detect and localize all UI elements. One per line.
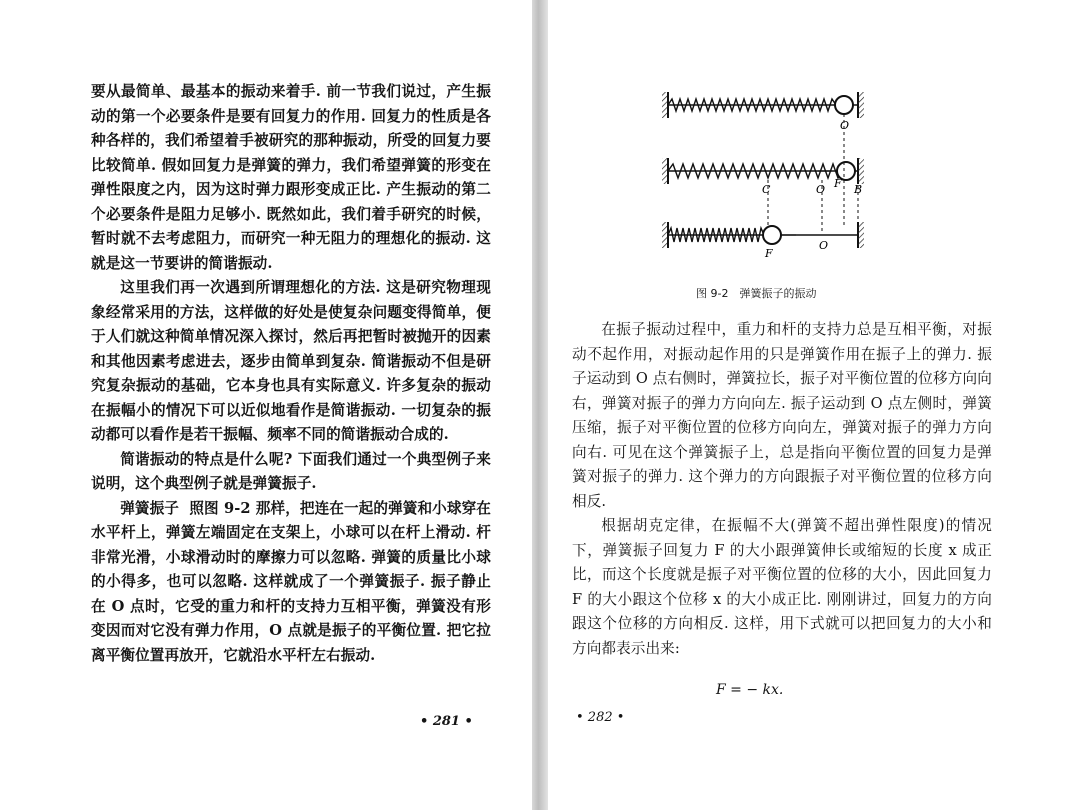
right-text-block bbox=[572, 318, 992, 661]
paragraph-spring-oscillator bbox=[91, 497, 491, 669]
support-top bbox=[662, 92, 864, 118]
spring-oscillator-text: 照图 9-2 那样，把连在一起的弹簧和小球穿在水平杆上，弹簧左端固定在支架上，小球可以在杆上滑动. 杆非常光滑，小球滑动时的摩擦力可以忽略. 弹簧的质量比小球的小得多，也可以忽略. 这样就成了一个弹簧振子. 振子静止在 O 点时，它受的重力和杆的支持力互相平衡，弹簧没有形变因而对它没有弹力作用，O 点就是振子的平衡位置. 把它拉离平衡位置再放开，它就沿水平杆左右振动. bbox=[91, 499, 491, 664]
figure-label-b: B bbox=[854, 183, 863, 196]
paragraph-intro: 要从最简单、最基本的振动来着手. 前一节我们说过，产生振动的第一个必要条件是要有回复力的作用. 回复力的性质是各种各样的，我们希望着手被研究的那种振动，所受的回复力要比较简单. 假如回复力是弹簧的弹力，我们希望弹簧的形变在弹性限度之内，因为这时弹力跟形变成正比. 产生振动的第二个必要条件是阻力足够小. 既然如此，我们着手研究的时候，暂时就不去考虑阻力，而研究一种无阻力的理想化的振动. 这就是这一节要讲的简谐振动. bbox=[91, 83, 491, 272]
figure-label-o-mid: O bbox=[816, 183, 826, 196]
spring-oscillator-heading: 弹簧振子 bbox=[120, 499, 179, 517]
spring-oscillator-figure bbox=[656, 84, 876, 274]
figure-label-f-mid: F bbox=[834, 177, 842, 190]
figure-caption: 图 9-2 弹簧振子的振动 bbox=[696, 287, 817, 300]
left-text-block bbox=[91, 80, 491, 668]
paragraph-forces: 在振子振动过程中，重力和杆的支持力总是互相平衡，对振动不起作用，对振动起作用的只是弹簧作用在振子上的弹力. 振子运动到 O 点右侧时，弹簧拉长，振子对平衡位置的位移方向向右，弹簧对振子的弹力方向向左. 振子运动到 O 点左侧时，弹簧压缩，振子对平衡位置的位移方向向左，弹簧对振子的弹力方向向右. 可见在这个弹簧振子上，总是指向平衡位置的回复力是弹簧对振子的弹力. 这个弹力的方向跟振子对平衡位置的位移方向相反. bbox=[572, 321, 992, 510]
paragraph-question: 简谐振动的特点是什么呢? 下面我们通过一个典型例子来说明，这个典型例子就是弹簧振子. bbox=[91, 450, 491, 492]
paragraph-idealization: 这里我们再一次遇到所谓理想化的方法. 这是研究物理现象经常采用的方法，这样做的好处是使复杂问题变得简单，便于人们就这种简单情况深入探讨，然后再把暂时被抛开的因素和其他因素考虑进去，逐步由简单到复杂. 简谐振动不但是研究复杂振动的基础，它本身也具有实际意义. 许多复杂的振动在振幅小的情况下可以近似地看作是简谐振动. 一切复杂的振动都可以看作是若干振幅、频率不同的简谐振动合成的. bbox=[91, 279, 491, 443]
figure-label-o-bottom: O bbox=[819, 239, 829, 252]
oscillator-ball-top bbox=[835, 96, 853, 114]
right-page-number: • 282 • bbox=[576, 710, 625, 725]
right-page bbox=[548, 0, 1080, 810]
figure-label-c: C bbox=[762, 183, 771, 196]
oscillator-ball-bottom bbox=[763, 226, 781, 244]
book-gutter bbox=[532, 0, 548, 810]
figure-label-f-bottom: F bbox=[765, 247, 773, 260]
figure-label-o-top: O bbox=[840, 119, 850, 132]
left-page-number: • 281 • bbox=[420, 714, 473, 729]
restoring-force-formula: F = − kx. bbox=[716, 682, 784, 698]
paragraph-hooke-law: 根据胡克定律，在振幅不大(弹簧不超出弹性限度)的情况下，弹簧振子回复力 F 的大小跟弹簧伸长或缩短的长度 x 成正比，而这个长度就是振子对平衡位置的位移的大小，因此回复力 F 的大小跟这个位移 x 的大小成正比. 刚刚讲过，回复力的方向跟这个位移的方向相反. 这样，用下式就可以把回复力的大小和方向都表示出来: bbox=[572, 517, 992, 657]
support-bottom bbox=[662, 222, 864, 248]
left-page bbox=[0, 0, 532, 810]
